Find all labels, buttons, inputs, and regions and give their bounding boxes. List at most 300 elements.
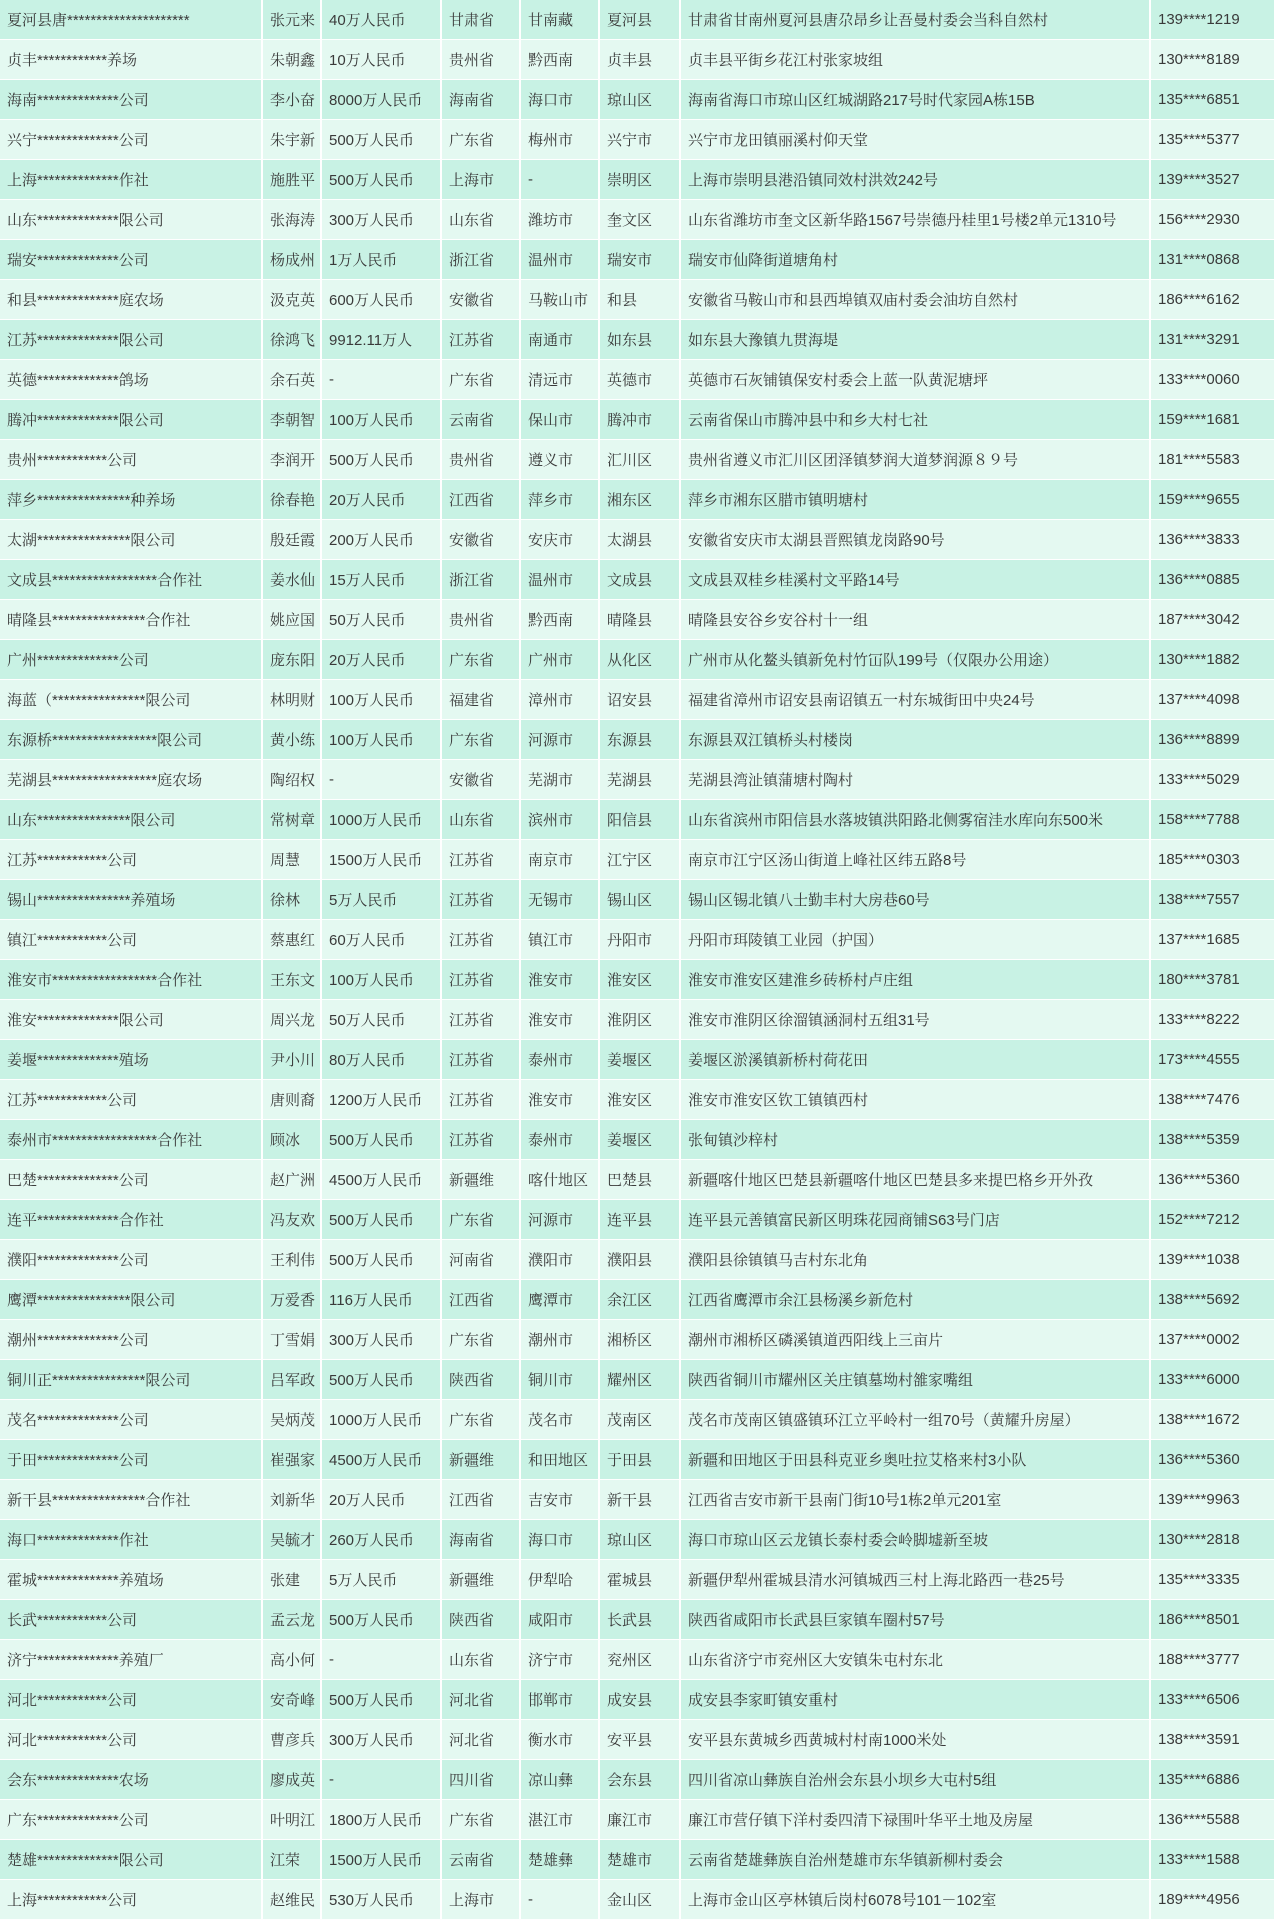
cell-address: 兴宁市龙田镇丽溪村仰天堂 xyxy=(681,120,1151,159)
cell-province: 浙江省 xyxy=(442,560,521,599)
cell-address: 陕西省咸阳市长武县巨家镇车圈村57号 xyxy=(681,1600,1151,1639)
cell-phone: 135****5377 xyxy=(1158,131,1240,148)
table-row[interactable] xyxy=(0,160,1274,200)
cell-phone: 152****7212 xyxy=(1158,1211,1240,1228)
cell-district: 诏安县 xyxy=(600,680,681,719)
cell-legal-representative: 丁雪娟 xyxy=(263,1320,322,1359)
table-row[interactable] xyxy=(0,1200,1274,1240)
cell-district: 琼山区 xyxy=(600,1520,681,1559)
cell-registered-capital: 8000万人民币 xyxy=(322,80,442,119)
cell-registered-capital: 20万人民币 xyxy=(322,1480,442,1519)
cell-address: 英德市石灰铺镇保安村委会上蓝一队黄泥塘坪 xyxy=(681,360,1151,399)
cell-city: 南京市 xyxy=(521,840,600,879)
cell-registered-capital: 500万人民币 xyxy=(322,1600,442,1639)
cell-district: 会东县 xyxy=(600,1760,681,1799)
cell-address: 晴隆县安谷乡安谷村十一组 xyxy=(681,600,1151,639)
cell-address: 廉江市营仔镇下洋村委四清下禄围叶华平土地及房屋 xyxy=(681,1800,1151,1839)
cell-district: 余江区 xyxy=(600,1280,681,1319)
cell-registered-capital: 1000万人民币 xyxy=(322,1400,442,1439)
cell-province: 江西省 xyxy=(442,1480,521,1519)
cell-province: 江苏省 xyxy=(442,1080,521,1119)
cell-district: 淮安区 xyxy=(600,1080,681,1119)
cell-city: 保山市 xyxy=(521,400,600,439)
cell-company-name: 霍城**************养殖场 xyxy=(0,1560,263,1599)
cell-company-name: 潮州**************公司 xyxy=(0,1320,263,1359)
table-row[interactable] xyxy=(0,1400,1274,1440)
cell-province: 江苏省 xyxy=(442,320,521,359)
cell-address: 安徽省安庆市太湖县晋熙镇龙岗路90号 xyxy=(681,520,1151,559)
table-row[interactable] xyxy=(0,1360,1274,1400)
cell-district: 湘桥区 xyxy=(600,1320,681,1359)
cell-province: 安徽省 xyxy=(442,760,521,799)
cell-company-name: 瑞安**************公司 xyxy=(0,240,263,279)
cell-province: 广东省 xyxy=(442,360,521,399)
cell-registered-capital: 100万人民币 xyxy=(322,680,442,719)
cell-legal-representative: 陶绍权 xyxy=(263,760,322,799)
cell-registered-capital: 300万人民币 xyxy=(322,200,442,239)
cell-company-name: 文成县******************合作社 xyxy=(0,560,263,599)
cell-address: 福建省漳州市诏安县南诏镇五一村东城街田中央24号 xyxy=(681,680,1151,719)
cell-legal-representative: 徐鸿飞 xyxy=(263,320,322,359)
cell-city: 安庆市 xyxy=(521,520,600,559)
cell-province: 陕西省 xyxy=(442,1360,521,1399)
cell-phone: 159****9655 xyxy=(1158,491,1240,508)
cell-company-name: 上海**************作社 xyxy=(0,160,263,199)
cell-company-name: 山东**************限公司 xyxy=(0,200,263,239)
cell-phone: 189****4956 xyxy=(1158,1891,1240,1908)
cell-company-name: 镇江************公司 xyxy=(0,920,263,959)
table-row[interactable] xyxy=(0,840,1274,880)
cell-district: 锡山区 xyxy=(600,880,681,919)
cell-legal-representative: 朱宇新 xyxy=(263,120,322,159)
cell-legal-representative: 崔强家 xyxy=(263,1440,322,1479)
cell-company-name: 东源桥******************限公司 xyxy=(0,720,263,759)
cell-legal-representative: 廖成英 xyxy=(263,1760,322,1799)
cell-address: 甘肃省甘南州夏河县唐尕昂乡让吾曼村委会当科自然村 xyxy=(681,0,1151,39)
cell-phone: 133****6000 xyxy=(1158,1371,1240,1388)
cell-company-name: 萍乡****************种养场 xyxy=(0,480,263,519)
table-row[interactable] xyxy=(0,280,1274,320)
table-row[interactable] xyxy=(0,1480,1274,1520)
cell-company-name: 长武************公司 xyxy=(0,1600,263,1639)
cell-company-name: 河北************公司 xyxy=(0,1720,263,1759)
cell-district: 于田县 xyxy=(600,1440,681,1479)
table-row[interactable] xyxy=(0,1640,1274,1680)
table-row[interactable] xyxy=(0,480,1274,520)
cell-registered-capital: 260万人民币 xyxy=(322,1520,442,1559)
cell-company-name: 泰州市******************合作社 xyxy=(0,1120,263,1159)
cell-address: 四川省凉山彝族自治州会东县小坝乡大屯村5组 xyxy=(681,1760,1151,1799)
cell-phone: 185****0303 xyxy=(1158,851,1240,868)
cell-address: 安平县东黄城乡西黄城村村南1000米处 xyxy=(681,1720,1151,1759)
cell-district: 东源县 xyxy=(600,720,681,759)
cell-company-name: 江苏**************限公司 xyxy=(0,320,263,359)
cell-province: 上海市 xyxy=(442,160,521,199)
cell-city: 凉山彝 xyxy=(521,1760,600,1799)
cell-phone: 137****4098 xyxy=(1158,691,1240,708)
cell-district: 安平县 xyxy=(600,1720,681,1759)
cell-city: 芜湖市 xyxy=(521,760,600,799)
cell-registered-capital: 50万人民币 xyxy=(322,1000,442,1039)
table-row[interactable] xyxy=(0,1440,1274,1480)
cell-city: 河源市 xyxy=(521,1200,600,1239)
cell-district: 奎文区 xyxy=(600,200,681,239)
cell-district: 兴宁市 xyxy=(600,120,681,159)
cell-registered-capital: 500万人民币 xyxy=(322,1240,442,1279)
cell-registered-capital: 40万人民币 xyxy=(322,0,442,39)
cell-legal-representative: 顾冰 xyxy=(263,1120,322,1159)
cell-company-name: 江苏************公司 xyxy=(0,1080,263,1119)
cell-province: 贵州省 xyxy=(442,600,521,639)
table-row[interactable] xyxy=(0,880,1274,920)
cell-legal-representative: 高小何 xyxy=(263,1640,322,1679)
cell-phone: 136****5360 xyxy=(1158,1451,1240,1468)
cell-company-name: 海南**************公司 xyxy=(0,80,263,119)
cell-district: 耀州区 xyxy=(600,1360,681,1399)
cell-legal-representative: 李小奋 xyxy=(263,80,322,119)
cell-district: 巴楚县 xyxy=(600,1160,681,1199)
cell-city: 湛江市 xyxy=(521,1800,600,1839)
cell-registered-capital: 100万人民币 xyxy=(322,960,442,999)
cell-company-name: 贵州************公司 xyxy=(0,440,263,479)
cell-registered-capital: 116万人民币 xyxy=(322,1280,442,1319)
cell-province: 广东省 xyxy=(442,1320,521,1359)
table-row[interactable] xyxy=(0,400,1274,440)
cell-registered-capital: 500万人民币 xyxy=(322,1360,442,1399)
cell-city: 咸阳市 xyxy=(521,1600,600,1639)
cell-province: 云南省 xyxy=(442,1840,521,1879)
cell-legal-representative: 周兴龙 xyxy=(263,1000,322,1039)
cell-address: 安徽省马鞍山市和县西埠镇双庙村委会油坊自然村 xyxy=(681,280,1151,319)
cell-registered-capital: 100万人民币 xyxy=(322,720,442,759)
cell-city: 泰州市 xyxy=(521,1120,600,1159)
cell-address: 广州市从化鳌头镇新免村竹冚队199号（仅限办公用途） xyxy=(681,640,1151,679)
cell-registered-capital: 300万人民币 xyxy=(322,1320,442,1359)
cell-district: 琼山区 xyxy=(600,80,681,119)
table-row[interactable] xyxy=(0,1880,1274,1920)
cell-city: 铜川市 xyxy=(521,1360,600,1399)
cell-legal-representative: 叶明江 xyxy=(263,1800,322,1839)
cell-province: 海南省 xyxy=(442,1520,521,1559)
cell-phone: 133****5029 xyxy=(1158,771,1240,788)
cell-province: 甘肃省 xyxy=(442,0,521,39)
cell-company-name: 英德**************鸽场 xyxy=(0,360,263,399)
table-row[interactable] xyxy=(0,1760,1274,1800)
cell-registered-capital: 500万人民币 xyxy=(322,1120,442,1159)
cell-province: 江苏省 xyxy=(442,1120,521,1159)
cell-city: 无锡市 xyxy=(521,880,600,919)
cell-company-name: 于田**************公司 xyxy=(0,1440,263,1479)
cell-district: 姜堰区 xyxy=(600,1120,681,1159)
cell-registered-capital: 60万人民币 xyxy=(322,920,442,959)
cell-address: 贞丰县平街乡花江村张家坡组 xyxy=(681,40,1151,79)
cell-province: 云南省 xyxy=(442,400,521,439)
cell-phone: 136****3833 xyxy=(1158,531,1240,548)
cell-legal-representative: 冯友欢 xyxy=(263,1200,322,1239)
table-row[interactable] xyxy=(0,240,1274,280)
cell-phone: 133****6506 xyxy=(1158,1691,1240,1708)
table-row[interactable] xyxy=(0,40,1274,80)
cell-province: 广东省 xyxy=(442,120,521,159)
cell-district: 连平县 xyxy=(600,1200,681,1239)
table-row[interactable] xyxy=(0,1080,1274,1120)
table-row[interactable] xyxy=(0,1120,1274,1160)
table-row[interactable] xyxy=(0,1560,1274,1600)
cell-city: 濮阳市 xyxy=(521,1240,600,1279)
cell-district: 英德市 xyxy=(600,360,681,399)
cell-legal-representative: 江荣 xyxy=(263,1840,322,1879)
cell-legal-representative: 庞东阳 xyxy=(263,640,322,679)
cell-district: 姜堰区 xyxy=(600,1040,681,1079)
table-row[interactable] xyxy=(0,720,1274,760)
cell-registered-capital: 50万人民币 xyxy=(322,600,442,639)
cell-province: 新疆维 xyxy=(442,1560,521,1599)
cell-phone: 133****1588 xyxy=(1158,1851,1240,1868)
cell-phone: 188****3777 xyxy=(1158,1651,1240,1668)
cell-phone: 130****1882 xyxy=(1158,651,1240,668)
cell-legal-representative: 张建 xyxy=(263,1560,322,1599)
cell-phone: 139****1038 xyxy=(1158,1251,1240,1268)
table-row[interactable] xyxy=(0,640,1274,680)
cell-legal-representative: 杨成州 xyxy=(263,240,322,279)
cell-city: 潍坊市 xyxy=(521,200,600,239)
cell-city: 河源市 xyxy=(521,720,600,759)
cell-registered-capital: 1500万人民币 xyxy=(322,1840,442,1879)
table-row[interactable] xyxy=(0,320,1274,360)
cell-district: 太湖县 xyxy=(600,520,681,559)
cell-legal-representative: 张海涛 xyxy=(263,200,322,239)
cell-legal-representative: 姚应国 xyxy=(263,600,322,639)
table-row[interactable] xyxy=(0,1320,1274,1360)
cell-province: 贵州省 xyxy=(442,440,521,479)
cell-province: 河北省 xyxy=(442,1680,521,1719)
cell-legal-representative: 尹小川 xyxy=(263,1040,322,1079)
cell-company-name: 贞丰************养场 xyxy=(0,40,263,79)
cell-address: 新疆喀什地区巴楚县新疆喀什地区巴楚县多来提巴格乡开外孜 xyxy=(681,1160,1151,1199)
cell-registered-capital: 500万人民币 xyxy=(322,1680,442,1719)
cell-legal-representative: 吴炳茂 xyxy=(263,1400,322,1439)
cell-district: 江宁区 xyxy=(600,840,681,879)
table-row[interactable] xyxy=(0,1680,1274,1720)
cell-district: 文成县 xyxy=(600,560,681,599)
cell-province: 江苏省 xyxy=(442,1040,521,1079)
cell-company-name: 巴楚**************公司 xyxy=(0,1160,263,1199)
table-row[interactable] xyxy=(0,920,1274,960)
table-row[interactable] xyxy=(0,1160,1274,1200)
cell-city: 邯郸市 xyxy=(521,1680,600,1719)
cell-city: 黔西南 xyxy=(521,600,600,639)
cell-legal-representative: 王东文 xyxy=(263,960,322,999)
cell-legal-representative: 吕军政 xyxy=(263,1360,322,1399)
table-row[interactable] xyxy=(0,1800,1274,1840)
cell-address: 茂名市茂南区镇盛镇环江立平岭村一组70号（黄耀升房屋） xyxy=(681,1400,1151,1439)
cell-district: 淮安区 xyxy=(600,960,681,999)
table-row[interactable] xyxy=(0,0,1274,40)
cell-city: 茂名市 xyxy=(521,1400,600,1439)
cell-registered-capital: 300万人民币 xyxy=(322,1720,442,1759)
cell-district: 廉江市 xyxy=(600,1800,681,1839)
cell-city: 海口市 xyxy=(521,80,600,119)
cell-registered-capital: 5万人民币 xyxy=(322,880,442,919)
table-row[interactable] xyxy=(0,440,1274,480)
cell-city: 吉安市 xyxy=(521,1480,600,1519)
table-row[interactable] xyxy=(0,960,1274,1000)
cell-address: 芜湖县湾沚镇蒲塘村陶村 xyxy=(681,760,1151,799)
cell-legal-representative: 汲克英 xyxy=(263,280,322,319)
cell-province: 江苏省 xyxy=(442,920,521,959)
cell-legal-representative: 徐春艳 xyxy=(263,480,322,519)
cell-district: 芜湖县 xyxy=(600,760,681,799)
cell-legal-representative: 王利伟 xyxy=(263,1240,322,1279)
cell-legal-representative: 周慧 xyxy=(263,840,322,879)
cell-city: 淮安市 xyxy=(521,960,600,999)
table-row[interactable] xyxy=(0,520,1274,560)
cell-legal-representative: 黄小练 xyxy=(263,720,322,759)
cell-company-name: 兴宁**************公司 xyxy=(0,120,263,159)
table-row[interactable] xyxy=(0,200,1274,240)
cell-address: 东源县双江镇桥头村楼岗 xyxy=(681,720,1151,759)
cell-registered-capital: - xyxy=(322,1760,442,1799)
cell-registered-capital: - xyxy=(322,1640,442,1679)
cell-phone: 137****0002 xyxy=(1158,1331,1240,1348)
cell-phone: 138****1672 xyxy=(1158,1411,1240,1428)
table-row[interactable] xyxy=(0,80,1274,120)
cell-province: 河北省 xyxy=(442,1720,521,1759)
cell-company-name: 鹰潭****************限公司 xyxy=(0,1280,263,1319)
cell-address: 江西省吉安市新干县南门街10号1栋2单元201室 xyxy=(681,1480,1151,1519)
table-row[interactable] xyxy=(0,600,1274,640)
cell-district: 淮阴区 xyxy=(600,1000,681,1039)
cell-province: 江西省 xyxy=(442,1280,521,1319)
cell-city: 南通市 xyxy=(521,320,600,359)
cell-company-name: 芜湖县******************庭农场 xyxy=(0,760,263,799)
cell-company-name: 茂名**************公司 xyxy=(0,1400,263,1439)
cell-phone: 133****0060 xyxy=(1158,371,1240,388)
cell-company-name: 连平**************合作社 xyxy=(0,1200,263,1239)
cell-address: 云南省保山市腾冲县中和乡大村七社 xyxy=(681,400,1151,439)
cell-phone: 136****5360 xyxy=(1158,1171,1240,1188)
cell-province: 贵州省 xyxy=(442,40,521,79)
cell-legal-representative: 孟云龙 xyxy=(263,1600,322,1639)
cell-legal-representative: 唐则裔 xyxy=(263,1080,322,1119)
cell-district: 腾冲市 xyxy=(600,400,681,439)
cell-company-name: 山东****************限公司 xyxy=(0,800,263,839)
cell-phone: 130****2818 xyxy=(1158,1531,1240,1548)
cell-phone: 131****3291 xyxy=(1158,331,1240,348)
cell-address: 连平县元善镇富民新区明珠花园商铺S63号门店 xyxy=(681,1200,1151,1239)
cell-company-name: 新干县****************合作社 xyxy=(0,1480,263,1519)
table-row[interactable] xyxy=(0,1000,1274,1040)
cell-province: 江苏省 xyxy=(442,880,521,919)
cell-phone: 156****2930 xyxy=(1158,211,1240,228)
cell-address: 云南省楚雄彝族自治州楚雄市东华镇新柳村委会 xyxy=(681,1840,1151,1879)
cell-province: 广东省 xyxy=(442,1400,521,1439)
cell-district: 和县 xyxy=(600,280,681,319)
table-row[interactable] xyxy=(0,680,1274,720)
cell-province: 江苏省 xyxy=(442,840,521,879)
table-row[interactable] xyxy=(0,1040,1274,1080)
cell-address: 山东省潍坊市奎文区新华路1567号崇德丹桂里1号楼2单元1310号 xyxy=(681,200,1151,239)
cell-company-name: 和县**************庭农场 xyxy=(0,280,263,319)
cell-phone: 130****8189 xyxy=(1158,51,1240,68)
cell-address: 濮阳县徐镇镇马吉村东北角 xyxy=(681,1240,1151,1279)
table-row[interactable] xyxy=(0,360,1274,400)
cell-district: 如东县 xyxy=(600,320,681,359)
table-row[interactable] xyxy=(0,760,1274,800)
cell-city: 镇江市 xyxy=(521,920,600,959)
cell-registered-capital: - xyxy=(322,360,442,399)
cell-registered-capital: 10万人民币 xyxy=(322,40,442,79)
cell-city: 黔西南 xyxy=(521,40,600,79)
cell-province: 江苏省 xyxy=(442,1000,521,1039)
cell-phone: 136****5588 xyxy=(1158,1811,1240,1828)
cell-city: 温州市 xyxy=(521,560,600,599)
cell-legal-representative: 安奇峰 xyxy=(263,1680,322,1719)
cell-district: 从化区 xyxy=(600,640,681,679)
cell-company-name: 楚雄**************限公司 xyxy=(0,1840,263,1879)
table-row[interactable] xyxy=(0,1280,1274,1320)
table-row[interactable] xyxy=(0,1600,1274,1640)
cell-registered-capital: 1800万人民币 xyxy=(322,1800,442,1839)
cell-address: 山东省济宁市兖州区大安镇朱屯村东北 xyxy=(681,1640,1151,1679)
table-row[interactable] xyxy=(0,1520,1274,1560)
cell-phone: 138****3591 xyxy=(1158,1731,1240,1748)
cell-phone: 139****9963 xyxy=(1158,1491,1240,1508)
cell-province: 新疆维 xyxy=(442,1160,521,1199)
cell-city: 喀什地区 xyxy=(521,1160,600,1199)
table-row[interactable] xyxy=(0,560,1274,600)
table-row[interactable] xyxy=(0,1240,1274,1280)
cell-registered-capital: 500万人民币 xyxy=(322,1200,442,1239)
cell-district: 晴隆县 xyxy=(600,600,681,639)
cell-legal-representative: 常树章 xyxy=(263,800,322,839)
cell-address: 锡山区锡北镇八士勤丰村大房巷60号 xyxy=(681,880,1151,919)
cell-registered-capital: 600万人民币 xyxy=(322,280,442,319)
cell-registered-capital: 80万人民币 xyxy=(322,1040,442,1079)
cell-address: 淮安市淮阴区徐溜镇涵洞村五组31号 xyxy=(681,1000,1151,1039)
cell-province: 河南省 xyxy=(442,1240,521,1279)
cell-phone: 138****7557 xyxy=(1158,891,1240,908)
cell-registered-capital: 200万人民币 xyxy=(322,520,442,559)
cell-legal-representative: 殷廷霞 xyxy=(263,520,322,559)
cell-province: 陕西省 xyxy=(442,1600,521,1639)
cell-phone: 135****3335 xyxy=(1158,1571,1240,1588)
cell-legal-representative: 姜水仙 xyxy=(263,560,322,599)
cell-province: 江苏省 xyxy=(442,960,521,999)
cell-phone: 138****7476 xyxy=(1158,1091,1240,1108)
cell-legal-representative: 赵广洲 xyxy=(263,1160,322,1199)
table-row[interactable] xyxy=(0,1840,1274,1880)
table-row[interactable] xyxy=(0,1720,1274,1760)
cell-company-name: 河北************公司 xyxy=(0,1680,263,1719)
cell-company-name: 上海************公司 xyxy=(0,1880,263,1919)
cell-city: 滨州市 xyxy=(521,800,600,839)
cell-registered-capital: 530万人民币 xyxy=(322,1880,442,1919)
cell-company-name: 淮安市******************合作社 xyxy=(0,960,263,999)
cell-province: 新疆维 xyxy=(442,1440,521,1479)
cell-city: 清远市 xyxy=(521,360,600,399)
cell-phone: 186****6162 xyxy=(1158,291,1240,308)
cell-company-name: 会东**************农场 xyxy=(0,1760,263,1799)
cell-registered-capital: 1万人民币 xyxy=(322,240,442,279)
cell-district: 霍城县 xyxy=(600,1560,681,1599)
table-row[interactable] xyxy=(0,800,1274,840)
table-row[interactable] xyxy=(0,120,1274,160)
cell-city: 楚雄彝 xyxy=(521,1840,600,1879)
cell-city: 梅州市 xyxy=(521,120,600,159)
cell-province: 山东省 xyxy=(442,800,521,839)
cell-province: 浙江省 xyxy=(442,240,521,279)
